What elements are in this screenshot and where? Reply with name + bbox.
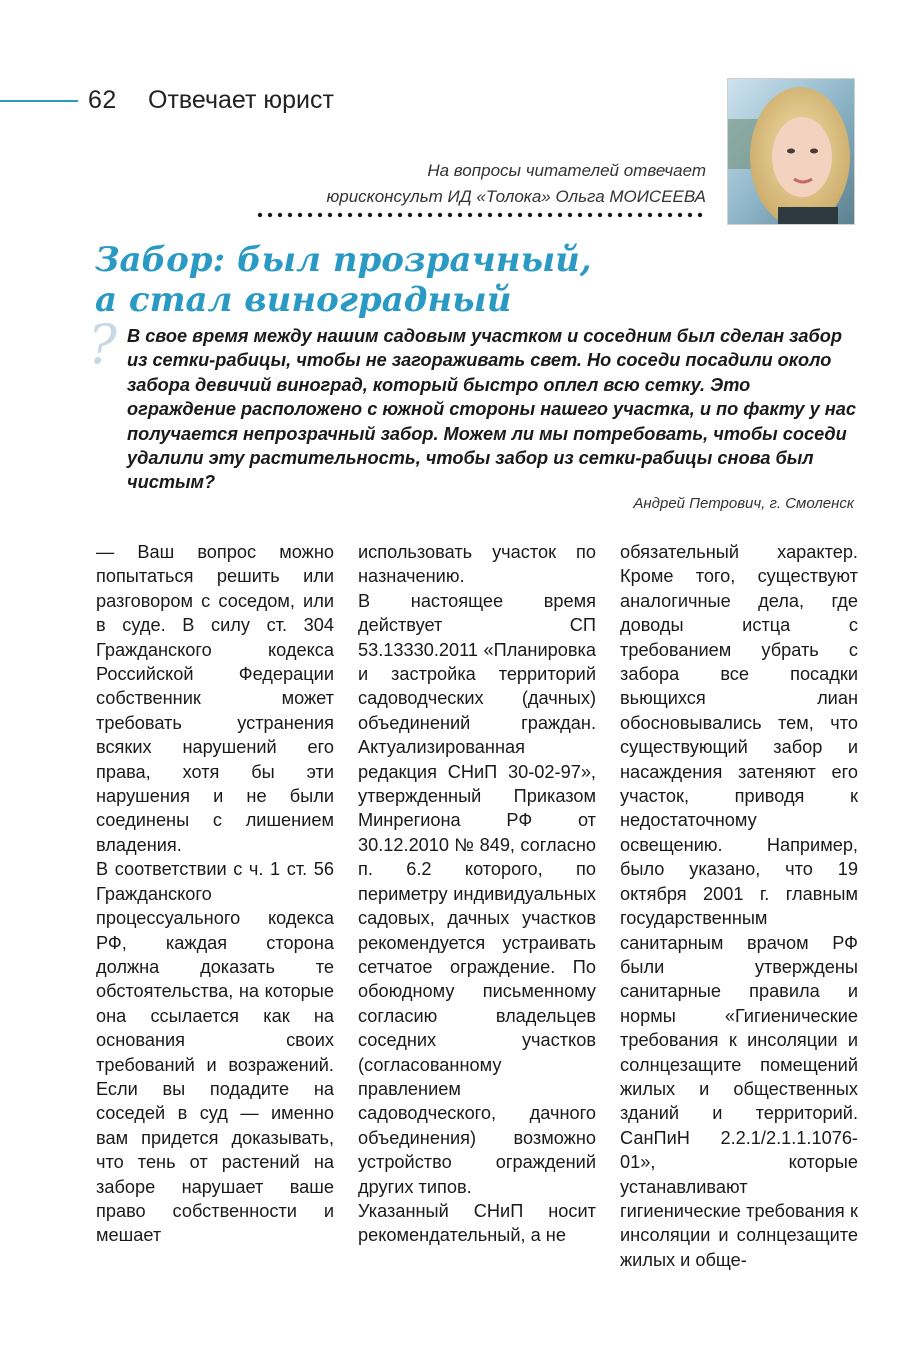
portrait-photo-icon: [728, 79, 855, 225]
headline-line1: Забор: был прозрачный,: [95, 240, 592, 280]
paragraph: обязательный характер. Кроме того, существуют аналогичные дела, где доводы истца с требованием убрать с забора все посадки вьющихся лиан обосновывались тем, что существующий забор и насаждения затеняют его участок, приводя к недостаточному освещению. Например, было указано, что 19 октября 2001 г. главным государственным санитарным врачом РФ были утверждены санитарные правила и нормы «Гигиенические требования к инсоляции и солнцезащите помещений жилых и общественных зданий и территорий. СанПиН 2.2.1/2.1.1.1076-01», которые устанавливают гигиенические требования к инсоляции и солнцезащите жилых и обще-: [620, 542, 858, 1270]
article-column-2: [358, 540, 596, 1248]
headline-line2: а стал виноградный: [95, 280, 512, 320]
byline: [326, 158, 706, 210]
paragraph: использовать участок по назначению.: [358, 542, 596, 587]
byline-line1: На вопросы читателей отвечает: [427, 161, 706, 180]
paragraph: Указанный СНиП носит рекомендательный, а не: [358, 1200, 596, 1246]
header-accent-rule: [0, 100, 78, 102]
reader-question: В свое время между нашим садовым участком и соседним был сделан забор из сетки-рабицы, чтобы не загораживать свет. Но соседи посадили около забора девичий виноград, который быстро оплел всю сетку. Это ограждение расположено с южной стороны нашего участка, и по факту у нас получается непрозрачный забор. Можем ли мы потребовать, чтобы соседи удалили эту растительность, чтобы забор из сетки-рабицы снова был чистым?: [127, 326, 856, 493]
section-title: Отвечает юрист: [148, 86, 334, 114]
byline-line2: юрисконсульт ИД «Толока» Ольга МОИСЕЕВА: [326, 187, 706, 206]
article-column-1: [96, 540, 334, 1248]
article-column-3: [620, 540, 858, 1272]
page-number: 62: [88, 86, 117, 114]
article-headline: [95, 240, 735, 320]
question-author: Андрей Петрович, г. Смоленск: [633, 495, 854, 512]
question-mark-icon: ?: [88, 313, 117, 376]
paragraph: В настоящее время действует СП 53.13330.2011 «Планировка и застройка территорий садоводческих (дачных) объединений граждан. Актуализированная редакция СНиП 30-02-97», утвержденный Приказом Минрегиона РФ от 30.12.2010 № 849, согласно п. 6.2 которого, по периметру индивидуальных садовых, дачных участков рекомендуется устраивать сетчатое ограждение. По обоюдному письменному согласию владельцев соседних участков (согласованному правлением садоводческого, дачного объединения) возможно устройство ограждений других типов.: [358, 590, 596, 1197]
paragraph: — Ваш вопрос можно попытаться решить или разговором с соседом, или в суде. В силу ст. 304 Гражданского кодекса Российской Федерации собственник может требовать устранения всяких нарушений его права, хотя бы эти нарушения и не были соединены с лишением владения.: [96, 542, 334, 855]
paragraph: В соответствии с ч. 1 ст. 56 Гражданского процессуального кодекса РФ, каждая сторона должна доказать те обстоятельства, на которые она ссылается как на основания своих требований и возражений. Если вы подадите на соседей в суд — именно вам придется доказывать, что тень от растений на заборе нарушает ваше право собственности и мешает: [96, 859, 334, 1246]
author-portrait: [727, 78, 855, 225]
dotted-divider: [257, 212, 707, 218]
